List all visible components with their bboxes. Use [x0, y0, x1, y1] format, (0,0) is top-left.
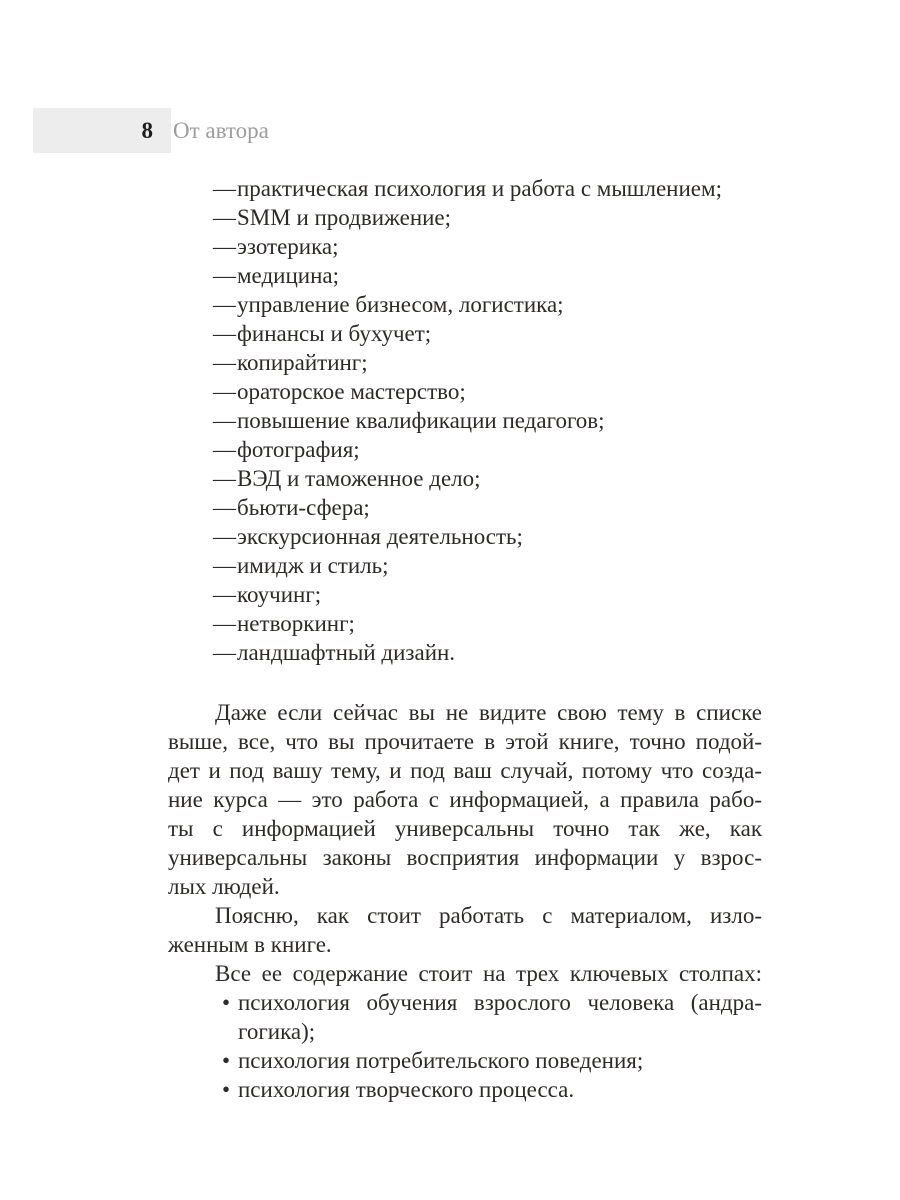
topic-text: эзотерика; [237, 234, 339, 259]
topic-list-item [168, 203, 762, 232]
topic-list-item [168, 348, 762, 377]
dash-marker: — [213, 437, 236, 462]
topic-list-item [168, 174, 762, 203]
paragraph [168, 959, 762, 988]
dash-marker: — [213, 379, 236, 404]
topics-list [168, 174, 762, 667]
bullet-marker: • [222, 1048, 231, 1073]
topic-text: имидж и стиль; [237, 553, 389, 578]
topic-list-item [168, 464, 762, 493]
text-line: ты с информацией универсальны точно так же, как [168, 816, 762, 841]
dash-marker: — [213, 350, 236, 375]
topic-text: бьюти-сфера; [237, 495, 370, 520]
topic-list-item [168, 493, 762, 522]
topic-list-item [168, 377, 762, 406]
text-line: психология обучения взрослого человека (андра- [238, 990, 762, 1015]
dash-marker: — [213, 640, 236, 665]
dash-marker: — [213, 205, 236, 230]
text-line: универсальны законы восприятия информации у взрос- [168, 845, 762, 870]
dash-marker: — [213, 234, 236, 259]
dash-marker: — [213, 611, 236, 636]
text-line: гогика); [238, 1019, 316, 1044]
topic-list-item [168, 580, 762, 609]
text-line: выше, все, что вы прочитаете в этой книге, точно подой- [168, 729, 762, 754]
topic-text: медицина; [237, 263, 339, 288]
dash-marker: — [213, 466, 236, 491]
topic-text: управление бизнесом, логистика; [237, 292, 564, 317]
topic-list-item [168, 435, 762, 464]
list-paragraph-gap [168, 667, 762, 698]
topic-list-item [168, 522, 762, 551]
pillar-list-item [168, 1075, 762, 1104]
pillar-list-item [168, 1046, 762, 1075]
topic-text: финансы и бухучет; [237, 321, 432, 346]
dash-marker: — [213, 263, 236, 288]
text-line: Все ее содержание стоит на трех ключевых столпах: [215, 961, 762, 986]
topic-list-item [168, 406, 762, 435]
topic-text: коучинг; [237, 582, 322, 607]
topic-text: ландшафтный дизайн. [237, 640, 456, 665]
text-line: Поясню, как стоит работать с материалом, изло- [215, 903, 762, 928]
text-column [168, 174, 762, 1104]
topic-list-item [168, 609, 762, 638]
dash-marker: — [213, 582, 236, 607]
pillar-list-item [168, 988, 762, 1046]
text-line: психология потребительского поведения; [238, 1048, 644, 1073]
topic-text: копирайтинг; [237, 350, 368, 375]
dash-marker: — [213, 495, 236, 520]
text-line: лых людей. [168, 874, 280, 899]
topic-list-item [168, 290, 762, 319]
topic-text: экскурсионная деятельность; [237, 524, 523, 549]
topic-list-item [168, 261, 762, 290]
topic-list-item [168, 551, 762, 580]
bullet-marker: • [222, 1077, 231, 1102]
text-line: психология творческого процесса. [238, 1077, 575, 1102]
topic-text: нетворкинг; [237, 611, 355, 636]
bullet-marker: • [222, 990, 231, 1015]
text-line: женным в книге. [168, 932, 332, 957]
dash-marker: — [213, 524, 236, 549]
paragraph [168, 698, 762, 901]
paragraphs [168, 698, 762, 988]
paragraph [168, 901, 762, 959]
chapter-title: От автора [173, 118, 269, 143]
text-line: дет и под вашу тему, и под ваш случай, потому что созда- [168, 758, 762, 783]
topic-list-item [168, 638, 762, 667]
text-line: ние курса — это работа с информацией, а правила рабо- [168, 787, 762, 812]
dash-marker: — [213, 292, 236, 317]
text-line: Даже если сейчас вы не видите свою тему в списке [215, 700, 762, 725]
dash-marker: — [213, 408, 236, 433]
topic-text: ораторское мастерство; [237, 379, 466, 404]
topic-text: практическая психология и работа с мышлением; [237, 176, 722, 201]
dash-marker: — [213, 553, 236, 578]
topic-text: ВЭД и таможенное дело; [237, 466, 481, 491]
dash-marker: — [213, 321, 236, 346]
topic-list-item [168, 319, 762, 348]
topic-text: SMM и продвижение; [237, 205, 452, 230]
topic-text: фотография; [237, 437, 360, 462]
topic-text: повышение квалификации педагогов; [237, 408, 605, 433]
page-number: 8 [141, 118, 153, 143]
topic-list-item [168, 232, 762, 261]
pillars-list [168, 988, 762, 1104]
dash-marker: — [213, 176, 236, 201]
